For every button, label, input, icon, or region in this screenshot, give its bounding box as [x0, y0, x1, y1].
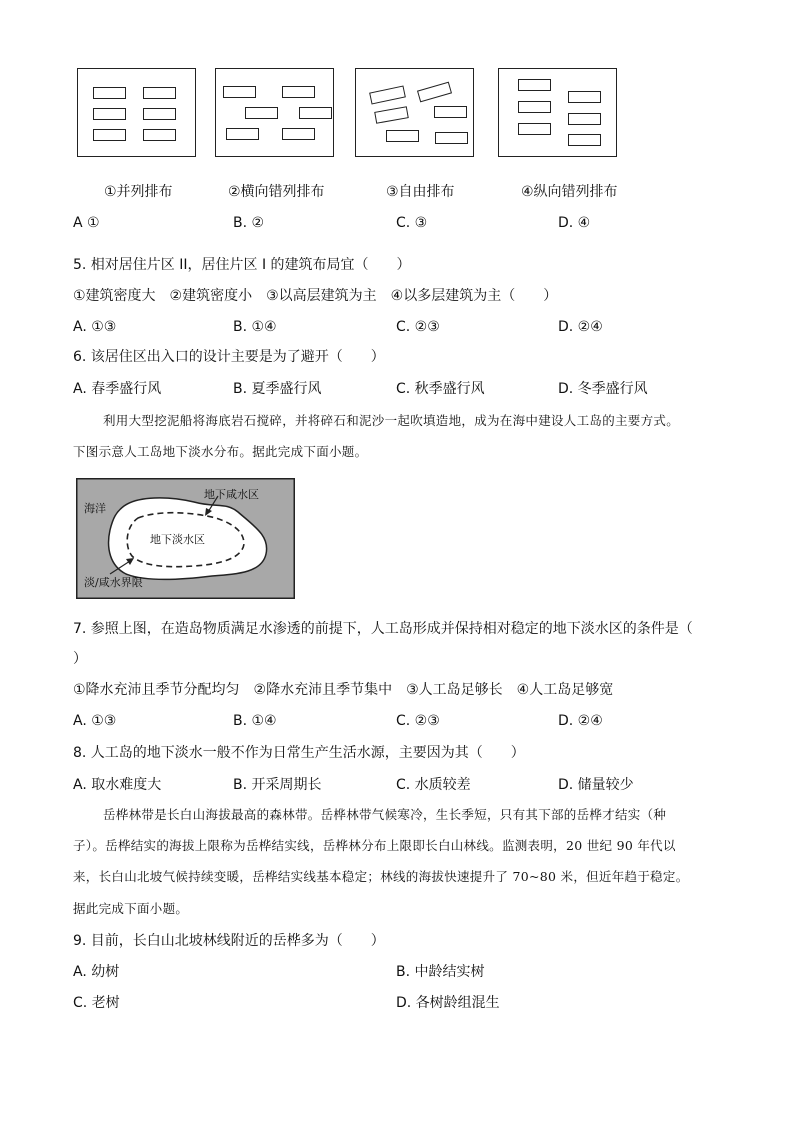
q5-stem: 5. 相对居住片区 II，居住片区 I 的建筑布局宜（ ） — [73, 257, 411, 273]
q6-stem: 6. 该居住区出入口的设计主要是为了避开（ ） — [73, 349, 385, 365]
passage-birch-forest-line1: 岳桦林带是长白山海拔最高的森林带。岳桦林带气候寒冷，生长季短，只有其下部的岳桦才结实（种 — [103, 807, 667, 822]
diagram-caption: ②横向错列排布 — [228, 184, 325, 200]
building-block — [93, 129, 126, 141]
diagram-vertical-staggered — [498, 68, 617, 157]
building-block — [143, 87, 176, 99]
building-block — [282, 86, 315, 98]
q8-stem: 8. 人工岛的地下淡水一般不作为日常生产生活水源，主要因为其（ ） — [73, 745, 525, 761]
passage-birch-forest-line2: 子）。岳桦结实的海拔上限称为岳桦结实线，岳桦林分布上限即长白山林线。监测表明，20 世纪 90 年代以 — [73, 838, 676, 853]
building-block — [417, 82, 452, 103]
q4-option-a: A ① — [73, 215, 100, 231]
q6-option-d: D. 冬季盛行风 — [558, 381, 648, 397]
q9-stem: 9. 目前，长白山北坡林线附近的岳桦多为（ ） — [73, 933, 385, 949]
q9-option-a: A. 幼树 — [73, 964, 120, 980]
passage-birch-forest-line4: 据此完成下面小题。 — [73, 901, 189, 916]
building-block — [223, 86, 256, 98]
building-block — [93, 108, 126, 120]
q7-option-a: A. ①③ — [73, 713, 117, 729]
q6-option-b: B. 夏季盛行风 — [233, 381, 322, 397]
diagram-horizontal-staggered — [215, 68, 334, 157]
diagram-caption: ③自由排布 — [386, 184, 455, 200]
building-block — [143, 129, 176, 141]
ocean-label: 海洋 — [84, 502, 106, 515]
passage-artificial-island-line1: 利用大型挖泥船将海底岩石搅碎，并将碎石和泥沙一起吹填造地，成为在海中建设人工岛的主要方式。 — [103, 413, 680, 428]
diagram-caption: ①并列排布 — [104, 184, 173, 200]
building-block — [386, 130, 419, 142]
q4-option-c: C. ③ — [396, 215, 428, 231]
q7-option-d: D. ②④ — [558, 713, 603, 729]
q7-stem-line2: ） — [73, 651, 87, 667]
q5-option-c: C. ②③ — [396, 319, 440, 335]
building-block — [226, 128, 259, 140]
building-block — [518, 101, 551, 113]
passage-birch-forest-line3: 来，长白山北坡气候持续变暖，岳桦结实线基本稳定；林线的海拔快速提升了 70~80 米，但近年趋于稳定。 — [73, 869, 689, 884]
diagram-parallel — [77, 68, 196, 157]
building-block — [568, 134, 601, 146]
building-block — [568, 91, 601, 103]
q5-statements: ①建筑密度大 ②建筑密度小 ③以高层建筑为主 ④以多层建筑为主（ ） — [73, 288, 558, 304]
building-block — [93, 87, 126, 99]
q7-statements: ①降水充沛且季节分配均匀 ②降水充沛且季节集中 ③人工岛足够长 ④人工岛足够宽 — [73, 682, 614, 698]
saltwater-zone-label: 地下咸水区 — [204, 488, 259, 501]
diagram-free — [355, 68, 474, 157]
diagram-caption: ④纵向错列排布 — [521, 184, 618, 200]
q9-option-c: C. 老树 — [73, 995, 120, 1011]
q7-option-c: C. ②③ — [396, 713, 440, 729]
q8-option-c: C. 水质较差 — [396, 777, 471, 793]
q5-option-a: A. ①③ — [73, 319, 117, 335]
q4-option-d: D. ④ — [558, 215, 591, 231]
building-block — [518, 79, 551, 91]
island-groundwater-map — [76, 478, 295, 599]
boundary-label: 淡/咸水界限 — [84, 576, 143, 589]
q7-option-b: B. ①④ — [233, 713, 277, 729]
building-block — [143, 108, 176, 120]
q4-option-b: B. ② — [233, 215, 265, 231]
building-block — [374, 106, 409, 124]
building-block — [518, 123, 551, 135]
building-block — [299, 107, 332, 119]
q9-option-b: B. 中龄结实树 — [396, 964, 485, 980]
q8-option-b: B. 开采周期长 — [233, 777, 322, 793]
building-block — [282, 128, 315, 140]
q9-option-d: D. 各树龄组混生 — [396, 995, 500, 1011]
q6-option-a: A. 春季盛行风 — [73, 381, 162, 397]
building-block — [245, 107, 278, 119]
q5-option-d: D. ②④ — [558, 319, 603, 335]
q6-option-c: C. 秋季盛行风 — [396, 381, 485, 397]
building-block — [434, 106, 467, 118]
q8-option-a: A. 取水难度大 — [73, 777, 162, 793]
building-block — [435, 132, 468, 144]
q8-option-d: D. 储量较少 — [558, 777, 634, 793]
q7-stem-line1: 7. 参照上图，在造岛物质满足水渗透的前提下，人工岛形成并保持相对稳定的地下淡水区的条件是（ — [73, 621, 693, 637]
freshwater-zone-label: 地下淡水区 — [150, 533, 205, 546]
building-block — [369, 85, 406, 104]
building-block — [568, 113, 601, 125]
q5-option-b: B. ①④ — [233, 319, 277, 335]
passage-artificial-island-line2: 下图示意人工岛地下淡水分布。据此完成下面小题。 — [73, 444, 368, 459]
